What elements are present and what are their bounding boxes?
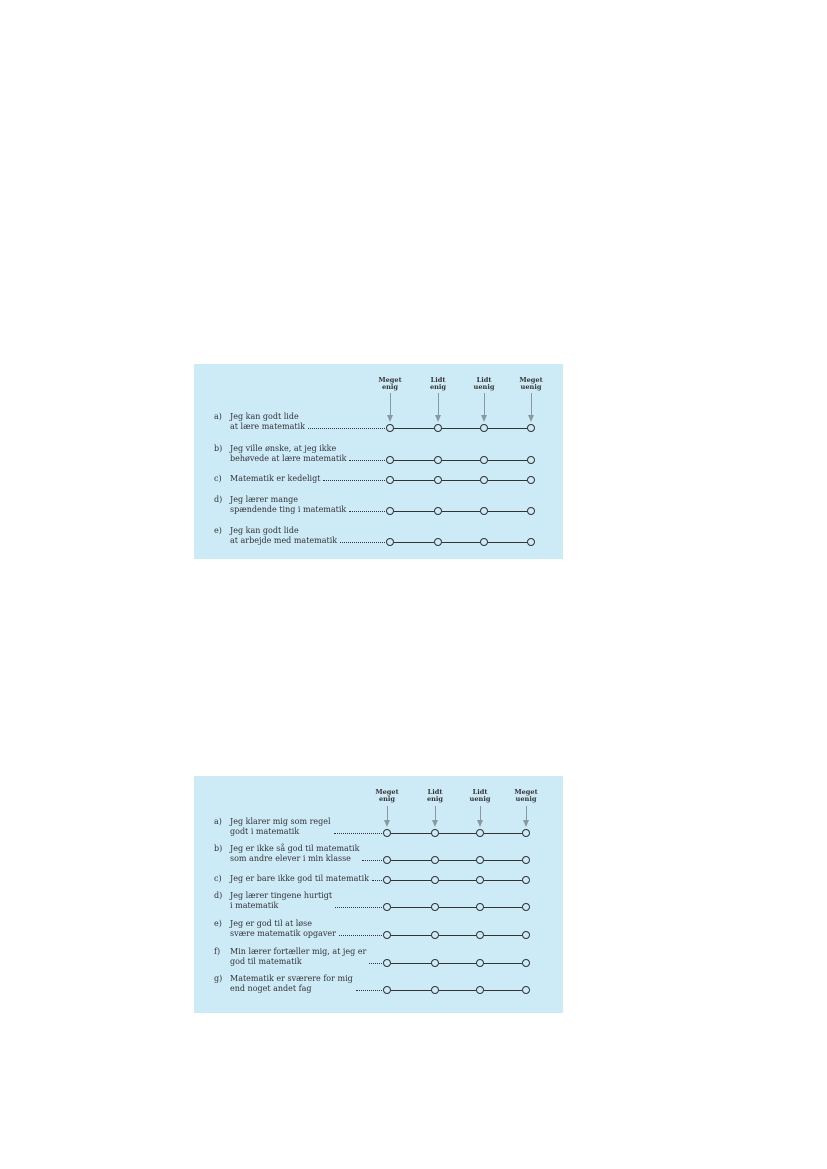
dotted-leader [349,511,385,512]
dotted-leader [369,963,382,964]
question-text-line: god til matematik [230,957,302,966]
scale-header-line2: enig [381,383,399,392]
scale-connector-line [439,990,476,991]
scale-header-line1: Lidt [472,788,488,796]
question-letter: c) [214,474,222,483]
question-text-line: Matematik er sværere for mig [230,973,353,983]
question-text-line: Min lærer fortæller mig, at jeg er [230,946,367,956]
answer-radio-meget-uenig[interactable] [527,456,535,464]
scale-connector-line [391,935,431,936]
question-letter: f) [214,946,221,956]
question-text [230,444,346,465]
answer-radio-lidt-uenig[interactable] [480,507,488,515]
scale-connector-line [442,511,480,512]
dotted-leader [308,428,385,429]
question-text-line: svære matematik opgaver [230,929,336,938]
answer-radio-lidt-uenig[interactable] [476,856,484,864]
answer-radio-lidt-enig[interactable] [434,456,442,464]
arrow-down-icon [432,820,438,827]
answer-radio-lidt-enig[interactable] [431,931,439,939]
question-text-line: at lære matematik [230,422,305,431]
answer-radio-lidt-enig[interactable] [434,424,442,432]
dotted-leader [372,880,382,881]
question-letter: e) [214,918,222,928]
scale-connector-line [391,963,431,964]
scale-connector-line [484,860,522,861]
scale-header-3 [469,377,499,392]
question-text-line: Jeg lærer tingene hurtigt [230,890,333,900]
scale-connector-line [484,990,522,991]
scale-connector-line [439,963,476,964]
answer-radio-meget-uenig[interactable] [522,876,530,884]
question-text-line: Jeg er bare ikke god til matematik [230,874,369,883]
question-text [230,526,337,547]
question-text-line: godt i matematik [230,827,300,836]
scale-header-line2: enig [429,383,447,392]
answer-radio-meget-enig[interactable] [386,476,394,484]
answer-radio-meget-enig[interactable] [383,876,391,884]
scale-connector-line [439,935,476,936]
question-text-line: Jeg er god til at løse [230,918,312,928]
answer-radio-lidt-uenig[interactable] [480,538,488,546]
scale-header-line1: Meget [514,788,538,796]
scale-arrow-line [526,806,527,820]
question-letter: c) [214,874,222,883]
answer-radio-meget-enig[interactable] [383,903,391,911]
answer-radio-lidt-enig[interactable] [431,876,439,884]
scale-connector-line [439,907,476,908]
scale-header-4 [511,789,541,804]
answer-radio-meget-uenig[interactable] [522,931,530,939]
scale-connector-line [484,935,522,936]
scale-connector-line [442,460,480,461]
scale-connector-line [391,907,431,908]
question-letter: d) [214,494,223,504]
answer-radio-meget-uenig[interactable] [522,903,530,911]
question-letter: d) [214,890,223,900]
answer-radio-lidt-uenig[interactable] [476,986,484,994]
question-text [230,874,369,884]
question-text-line: end noget andet fag [230,984,312,993]
answer-radio-meget-uenig[interactable] [522,959,530,967]
scale-connector-line [442,542,480,543]
answer-radio-lidt-uenig[interactable] [476,829,484,837]
scale-connector-line [394,480,434,481]
answer-radio-lidt-enig[interactable] [431,856,439,864]
answer-radio-meget-uenig[interactable] [527,424,535,432]
scale-header-2 [420,789,450,804]
scale-header-line2: enig [378,795,396,804]
scale-arrow-line [435,806,436,820]
answer-radio-meget-enig[interactable] [383,959,391,967]
answer-radio-meget-uenig[interactable] [522,986,530,994]
scale-connector-line [442,480,480,481]
scale-connector-line [394,542,434,543]
question-letter: g) [214,973,223,983]
question-letter: b) [214,843,223,853]
dotted-leader [362,860,382,861]
answer-radio-lidt-enig[interactable] [434,538,442,546]
question-text [230,412,305,433]
questionnaire-panel-2 [194,776,563,1013]
scale-header-line1: Meget [378,376,402,384]
scale-header-line1: Lidt [430,376,446,384]
question-text [230,495,346,516]
answer-radio-lidt-enig[interactable] [434,507,442,515]
scale-connector-line [484,880,522,881]
question-text-line: Jeg lærer mange [230,494,298,504]
question-text-line: Jeg kan godt lide [230,411,299,421]
scale-connector-line [488,460,527,461]
answer-radio-lidt-uenig[interactable] [480,476,488,484]
answer-radio-meget-uenig[interactable] [527,507,535,515]
scale-connector-line [394,428,434,429]
answer-radio-lidt-enig[interactable] [434,476,442,484]
dotted-leader [340,542,385,543]
answer-radio-lidt-uenig[interactable] [480,424,488,432]
answer-radio-lidt-uenig[interactable] [476,931,484,939]
question-text-line: som andre elever i min klasse [230,854,351,863]
answer-radio-lidt-enig[interactable] [431,903,439,911]
answer-radio-meget-enig[interactable] [386,507,394,515]
question-text [230,891,332,912]
scale-connector-line [484,907,522,908]
scale-connector-line [488,428,527,429]
scale-header-2 [423,377,453,392]
dotted-leader [323,480,385,481]
scale-connector-line [391,990,431,991]
scale-header-line2: enig [426,795,444,804]
arrow-down-icon [435,415,441,422]
dotted-leader [339,935,382,936]
scale-header-line2: uenig [520,383,542,392]
arrow-down-icon [528,415,534,422]
answer-radio-meget-enig[interactable] [383,856,391,864]
arrow-down-icon [477,820,483,827]
answer-radio-meget-uenig[interactable] [527,476,535,484]
answer-radio-meget-uenig[interactable] [527,538,535,546]
scale-arrow-line [480,806,481,820]
scale-arrow-line [387,806,388,820]
answer-radio-meget-enig[interactable] [386,538,394,546]
question-text [230,919,336,940]
question-text-line: Matematik er kedeligt [230,474,321,483]
question-text [230,947,366,968]
answer-radio-meget-enig[interactable] [383,931,391,939]
question-letter: a) [214,816,222,826]
question-text-line: at arbejde med matematik [230,536,338,545]
question-text-line: Jeg kan godt lide [230,525,299,535]
scale-connector-line [391,880,431,881]
scale-connector-line [488,542,527,543]
scale-header-line1: Meget [375,788,399,796]
question-text [230,844,359,865]
scale-header-4 [516,377,546,392]
scale-header-line1: Lidt [427,788,443,796]
dotted-leader [349,460,385,461]
scale-connector-line [394,460,434,461]
scale-connector-line [439,880,476,881]
answer-radio-lidt-uenig[interactable] [476,876,484,884]
answer-radio-lidt-enig[interactable] [431,829,439,837]
question-text-line: spændende ting i matematik [230,505,347,514]
scale-connector-line [484,963,522,964]
scale-header-1 [372,789,402,804]
scale-header-line2: uenig [515,795,537,804]
answer-radio-lidt-enig[interactable] [431,959,439,967]
scale-connector-line [439,833,476,834]
answer-radio-meget-enig[interactable] [383,986,391,994]
answer-radio-meget-uenig[interactable] [522,856,530,864]
question-text [230,474,320,484]
questionnaire-panel-1 [194,364,563,559]
scale-connector-line [439,860,476,861]
question-text-line: Jeg ville ønske, at jeg ikke [230,443,337,453]
scale-arrow-line [531,393,532,415]
scale-connector-line [488,480,527,481]
answer-radio-lidt-uenig[interactable] [476,959,484,967]
arrow-down-icon [384,820,390,827]
answer-radio-meget-enig[interactable] [386,456,394,464]
scale-header-1 [375,377,405,392]
scale-connector-line [391,860,431,861]
scale-connector-line [488,511,527,512]
answer-radio-lidt-uenig[interactable] [480,456,488,464]
answer-radio-meget-uenig[interactable] [522,829,530,837]
arrow-down-icon [387,415,393,422]
arrow-down-icon [481,415,487,422]
answer-radio-lidt-enig[interactable] [431,986,439,994]
question-letter: b) [214,443,223,453]
scale-arrow-line [438,393,439,415]
scale-connector-line [442,428,480,429]
scale-connector-line [484,833,522,834]
answer-radio-meget-enig[interactable] [386,424,394,432]
question-text-line: behøvede at lære matematik [230,454,347,463]
dotted-leader [334,833,382,834]
scale-header-3 [465,789,495,804]
question-text [230,817,331,838]
question-letter: a) [214,411,222,421]
scale-connector-line [391,833,431,834]
question-text-line: Jeg klarer mig som regel [230,816,331,826]
answer-radio-meget-enig[interactable] [383,829,391,837]
question-letter: e) [214,525,222,535]
question-text-line: Jeg er ikke så god til matematik [230,843,360,853]
scale-connector-line [394,511,434,512]
arrow-down-icon [523,820,529,827]
scale-header-line2: uenig [473,383,495,392]
scale-header-line2: uenig [469,795,491,804]
dotted-leader [335,907,382,908]
scale-arrow-line [390,393,391,415]
question-text [230,974,353,995]
scale-header-line1: Meget [519,376,543,384]
answer-radio-lidt-uenig[interactable] [476,903,484,911]
question-text-line: i matematik [230,901,279,910]
scale-header-line1: Lidt [476,376,492,384]
scale-arrow-line [484,393,485,415]
dotted-leader [356,990,382,991]
